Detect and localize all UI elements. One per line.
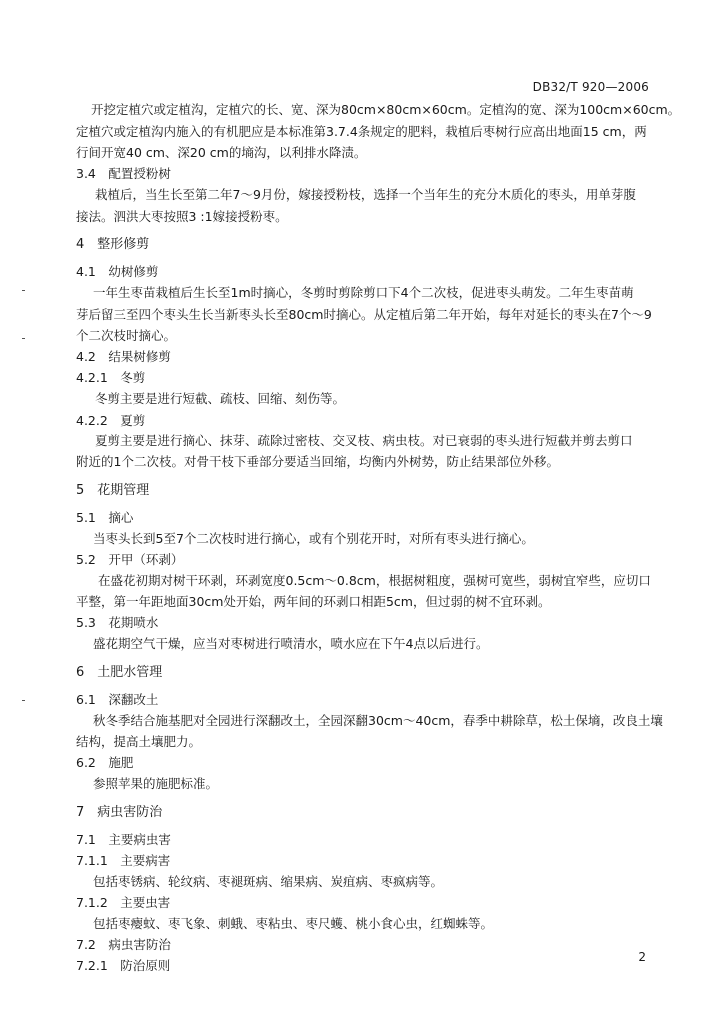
chapter-heading: 5 花期管理 [76, 483, 150, 498]
paragraph-line: 栽植后，当生长至第二年7～9月份，嫁接授粉枝，选择一个当年生的充分木质化的枣头，用单芽腹 [95, 187, 636, 202]
section-heading: 3.4 配置授粉树 [76, 166, 171, 181]
page-number: 2 [638, 950, 646, 964]
section-heading: 5.3 花期喷水 [76, 615, 159, 630]
paragraph-line: 秋冬季结合施基肥对全园进行深翻改土，全园深翻30cm～40cm，春季中耕除草，松土保墒，改良土壤 [93, 713, 663, 728]
subsection-heading: 7.1.1 主要病害 [76, 853, 171, 868]
section-heading: 5.1 摘心 [76, 510, 134, 525]
paragraph-line: 参照苹果的施肥标准。 [93, 776, 219, 791]
section-heading: 4.2 结果树修剪 [76, 349, 171, 364]
section-heading: 4.1 幼树修剪 [76, 264, 159, 279]
section-heading: 7.1 主要病虫害 [76, 832, 171, 847]
section-heading: 7.2 病虫害防治 [76, 937, 171, 952]
subsection-heading: 4.2.2 夏剪 [76, 413, 146, 428]
paragraph-line: 行间开宽40 cm、深20 cm的墒沟，以利排水降渍。 [76, 145, 367, 160]
paragraph-line: 包括枣锈病、轮纹病、枣褪斑病、缩果病、炭疽病、枣疯病等。 [93, 874, 444, 889]
document-code: DB32/T 920—2006 [532, 80, 649, 94]
paragraph-line: 结构，提高土壤肥力。 [76, 734, 202, 749]
chapter-heading: 4 整形修剪 [76, 237, 150, 252]
chapter-heading: 6 土肥水管理 [76, 665, 163, 680]
paragraph-line: 芽后留三至四个枣头生长当新枣头长至80cm时摘心。从定植后第二年开始，每年对延长的枣头在7个～9 [76, 307, 652, 322]
paragraph-line: 冬剪主要是进行短截、疏枝、回缩、刻伤等。 [95, 391, 346, 406]
scan-mark [22, 700, 25, 701]
chapter-heading: 7 病虫害防治 [76, 805, 163, 820]
paragraph-line: 包括枣瘿蚊、枣飞象、刺蛾、枣粘虫、枣尺蠖、桃小食心虫，红蜘蛛等。 [93, 916, 494, 931]
subsection-heading: 4.2.1 冬剪 [76, 370, 146, 385]
paragraph-line: 接法。泗洪大枣按照3 :1嫁接授粉枣。 [76, 209, 288, 224]
paragraph-line: 平整，第一年距地面30cm处开始，两年间的环剥口相距5cm，但过弱的树不宜环剥。 [76, 594, 551, 609]
scan-mark [22, 290, 25, 291]
section-heading: 6.2 施肥 [76, 755, 134, 770]
scan-mark [22, 338, 25, 339]
paragraph-line: 一年生枣苗栽植后生长至1m时摘心，冬剪时剪除剪口下4个二次枝，促进枣头萌发。二年生枣苗萌 [93, 285, 634, 300]
paragraph-line: 定植穴或定植沟内施入的有机肥应是本标准第3.7.4条规定的肥料，栽植后枣树行应高出地面15 cm，两 [76, 124, 647, 139]
section-heading: 5.2 开甲（环剥） [76, 552, 184, 567]
section-heading: 6.1 深翻改土 [76, 692, 159, 707]
paragraph-line: 当枣头长到5至7个二次枝时进行摘心，或有个别花开时，对所有枣头进行摘心。 [93, 531, 534, 546]
paragraph-line: 个二次枝时摘心。 [76, 328, 177, 343]
paragraph-line: 附近的1个二次枝。对骨干枝下垂部分要适当回缩，均衡内外树势，防止结果部位外移。 [76, 454, 559, 469]
paragraph-line: 开挖定植穴或定植沟，定植穴的长、宽、深为80cm×80cm×60cm。定植沟的宽、深为100cm×60cm。 [91, 102, 681, 117]
paragraph-line: 夏剪主要是进行摘心、抹芽、疏除过密枝、交叉枝、病虫枝。对已衰弱的枣头进行短截并剪去剪口 [95, 433, 633, 448]
paragraph-line: 在盛花初期对树干环剥，环剥宽度0.5cm～0.8cm，根据树粗度，强树可宽些，弱树宜窄些，应切口 [98, 573, 651, 588]
paragraph-line: 盛花期空气干燥，应当对枣树进行喷清水，喷水应在下午4点以后进行。 [93, 636, 489, 651]
subsection-heading: 7.1.2 主要虫害 [76, 895, 171, 910]
subsection-heading: 7.2.1 防治原则 [76, 958, 171, 973]
